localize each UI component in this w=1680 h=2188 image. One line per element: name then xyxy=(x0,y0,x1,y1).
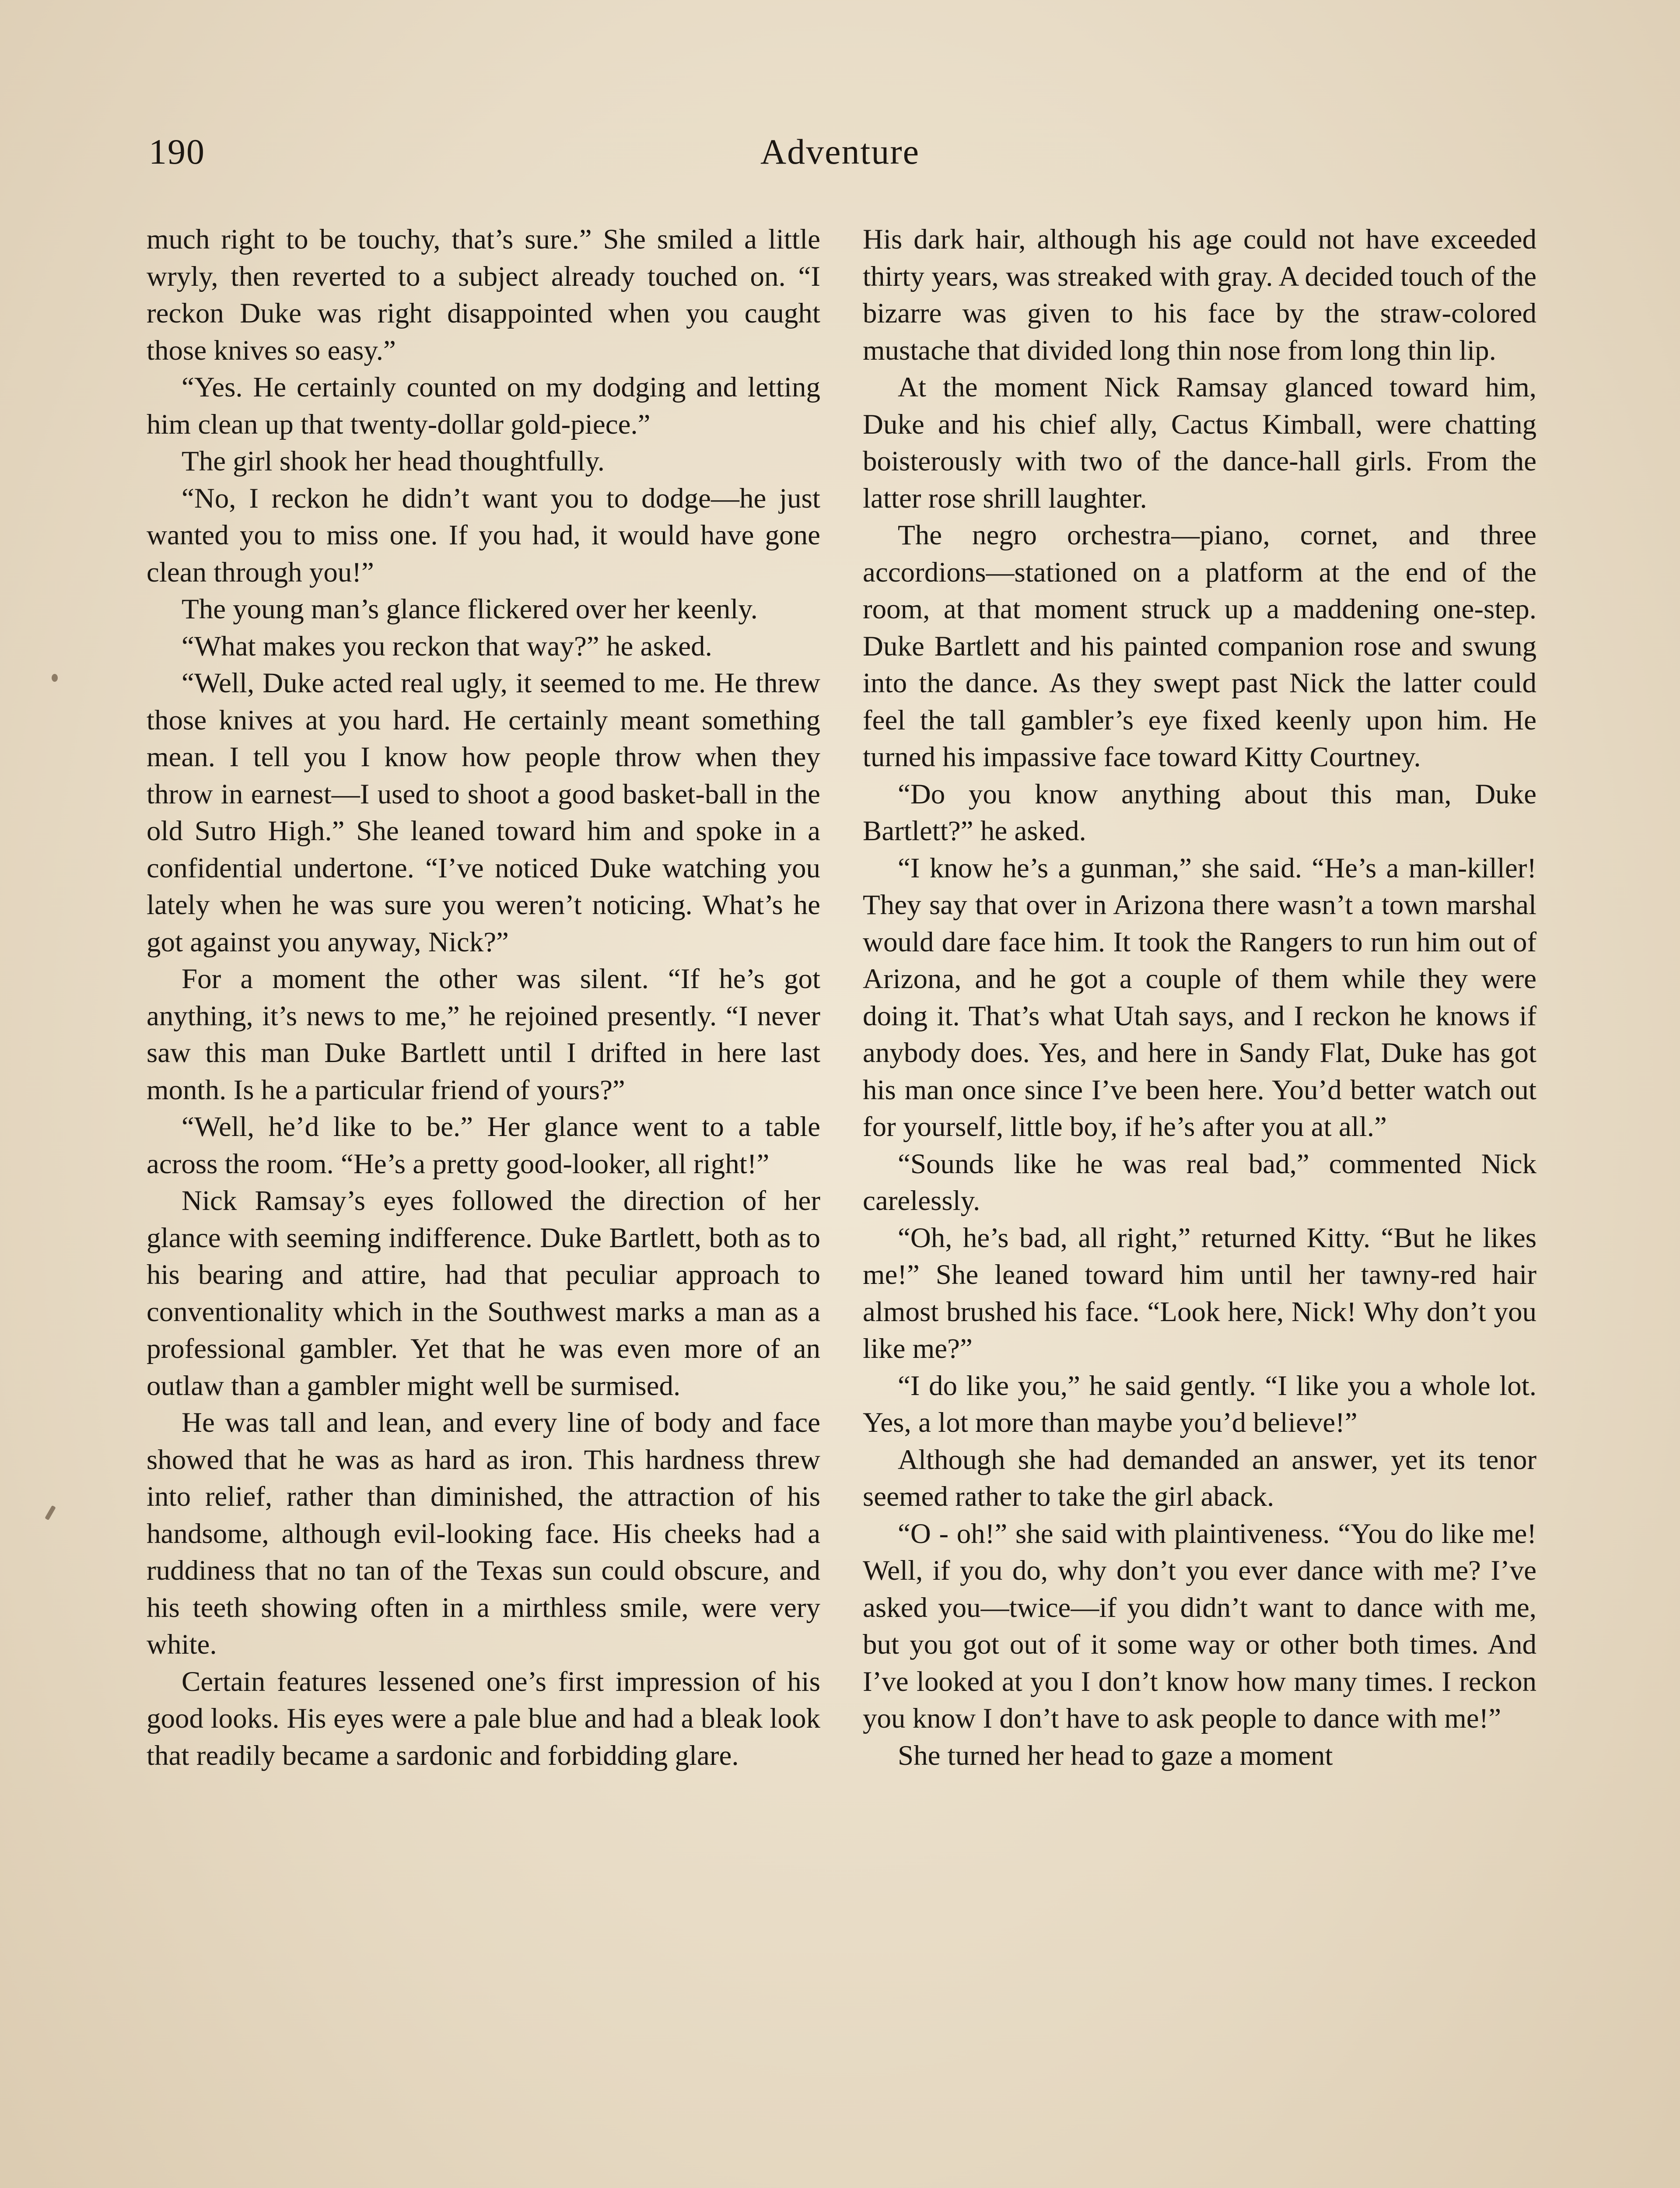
paragraph: “Oh, he’s bad, all right,” returned Kitty. “But he likes me!” She leaned toward him until her tawny-red hair almost brushed his face. “Look here, Nick! Why don’t you like me?” xyxy=(863,1222,1536,1364)
page-number: 190 xyxy=(149,132,205,172)
paragraph: His dark hair, although his age could not have exceeded thirty years, was streaked with gray. A decided touch of the bizarre was given to his face by the straw-colored mustache that divided long thin nose from long thin lip. xyxy=(863,224,1536,366)
paragraph: much right to be touchy, that’s sure.” She smiled a little wryly, then reverted to a subject already touched on. “I reckon Duke was right disappointed when you caught those knives so easy.” xyxy=(147,224,820,366)
paragraph: “I do like you,” he said gently. “I like you a whole lot. Yes, a lot more than maybe you’d believe!” xyxy=(863,1370,1536,1438)
paragraph: “O - oh!” she said with plaintiveness. “You do like me! Well, if you do, why don’t you ever dance with me? I’ve asked you—twice—if you didn’t want to dance with me, but you got out of it some way or other both times. And I’ve looked at you I don’t know how many times. I reckon you know I don’t have to ask people to dance with me!” xyxy=(863,1518,1536,1734)
paragraph: Although she had demanded an answer, yet its tenor seemed rather to take the girl aback. xyxy=(863,1444,1536,1512)
paragraph: “Yes. He certainly counted on my dodging and letting him clean up that twenty-dollar gold-piece.” xyxy=(147,372,820,440)
paragraph: “What makes you reckon that way?” he asked. xyxy=(182,630,712,662)
page-header xyxy=(149,131,1531,184)
paragraph: “No, I reckon he didn’t want you to dodge—he just wanted you to miss one. If you had, it would have gone clean through you!” xyxy=(147,482,820,588)
paragraph: He was tall and lean, and every line of body and face showed that he was as hard as iron. This hardness threw into relief, rather than diminished, the attraction of his handsome, although evil-looking face. His cheeks had a ruddiness that no tan of the Texas sun could obscure, and his teeth showing often in a mirthless smile, were very white. xyxy=(147,1407,820,1660)
paragraph: “Sounds like he was real bad,” commented Nick carelessly. xyxy=(863,1148,1536,1217)
paper-speck xyxy=(52,674,58,682)
paragraph: Certain features lessened one’s first impression of his good looks. His eyes were a pale blue and had a bleak look that readily became a sardonic and forbidding glare. xyxy=(147,1666,820,1771)
paragraph: The girl shook her head thoughtfully. xyxy=(182,445,605,477)
paragraph: “Do you know anything about this man, Duke Bartlett?” he asked. xyxy=(863,778,1536,847)
paragraph: Nick Ramsay’s eyes followed the direction of her glance with seeming indifference. Duke Bartlett, both as to his bearing and attire, had that peculiar approach to conventionality which in the Southwest marks a man as a professional gambler. Yet that he was even more of an outlaw than a gambler might well be surmised. xyxy=(147,1185,820,1402)
paragraph: The young man’s glance flickered over her keenly. xyxy=(182,593,758,625)
paper-speck xyxy=(45,1505,56,1520)
paragraph: For a moment the other was silent. “If he’s got anything, it’s news to me,” he rejoined presently. “I never saw this man Duke Bartlett until I drifted in here last month. Is he a particular friend of yours?” xyxy=(147,963,820,1106)
magazine-title: Adventure xyxy=(760,132,920,172)
paragraph: She turned her head to gaze a moment xyxy=(898,1739,1333,1771)
paragraph: At the moment Nick Ramsay glanced toward him, Duke and his chief ally, Cactus Kimball, were chatting boisterously with two of the dance-hall girls. From the latter rose shrill laughter. xyxy=(863,372,1536,514)
paragraph: “I know he’s a gunman,” she said. “He’s a man-killer! They say that over in Arizona there wasn’t a town marshal would dare face him. It took the Rangers to run him out of Arizona, and he got a couple of them while they were doing it. That’s what Utah says, and I reckon he knows if anybody does. Yes, and here in Sandy Flat, Duke has got his man once since I’ve been here. You’d better watch out for yourself, little boy, if he’s after you at all.” xyxy=(863,852,1536,1143)
paragraph: The negro orchestra—piano, cornet, and three accordions—stationed on a platform at the end of the room, at that moment struck up a maddening one-step. Duke Bartlett and his painted companion rose and swung into the dance. As they swept past Nick the latter could feel the tall gambler’s eye fixed keenly upon him. He turned his impassive face toward Kitty Courtney. xyxy=(863,519,1536,773)
paragraph: “Well, Duke acted real ugly, it seemed to me. He threw those knives at you hard. He certainly meant something mean. I tell you I know how people throw when they throw in earnest—I used to shoot a good basket-ball in the old Sutro High.” She leaned toward him and spoke in a confidential undertone. “I’ve noticed Duke watching you lately when he was sure you weren’t noticing. What’s he got against you anyway, Nick?” xyxy=(147,667,820,958)
paragraph: “Well, he’d like to be.” Her glance went to a table across the room. “He’s a pretty good-looker, all right!” xyxy=(147,1111,820,1180)
left-text-column xyxy=(147,221,820,1774)
right-text-column xyxy=(863,221,1536,1774)
